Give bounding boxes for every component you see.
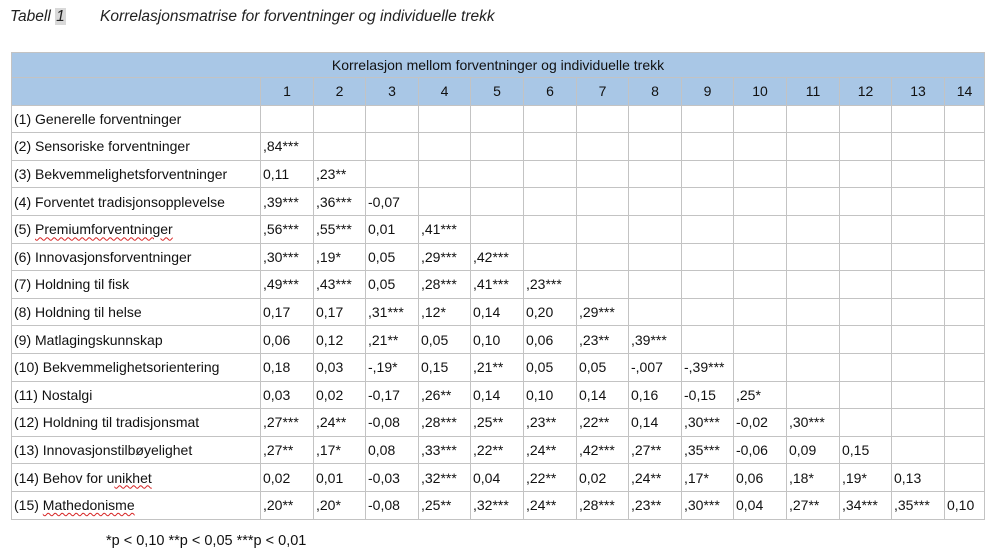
correlation-cell [419, 188, 471, 216]
row-label: (12) Holdning til tradisjonsmat [12, 409, 261, 437]
correlation-cell [471, 105, 524, 133]
correlation-cell [892, 409, 945, 437]
correlation-cell: ,27** [787, 491, 840, 519]
correlation-cell [629, 215, 682, 243]
correlation-cell [734, 353, 787, 381]
correlation-cell [945, 105, 985, 133]
correlation-cell [524, 188, 577, 216]
correlation-cell: ,20** [261, 491, 314, 519]
correlation-cell [314, 105, 366, 133]
correlation-cell: 0,06 [524, 326, 577, 354]
column-header-9: 9 [682, 78, 734, 106]
correlation-cell: ,39*** [261, 188, 314, 216]
row-label: (3) Bekvemmelighetsforventninger [12, 160, 261, 188]
correlation-cell: ,32*** [419, 464, 471, 492]
correlation-cell: -0,06 [734, 436, 787, 464]
correlation-cell: ,25** [471, 409, 524, 437]
correlation-cell: 0,14 [629, 409, 682, 437]
correlation-cell [840, 133, 892, 161]
column-header-13: 13 [892, 78, 945, 106]
correlation-cell: ,41*** [471, 271, 524, 299]
spellcheck-underlined-word: Mathedonisme [42, 497, 135, 514]
correlation-cell: ,24** [629, 464, 682, 492]
row-label: (7) Holdning til fisk [12, 271, 261, 299]
correlation-cell [945, 243, 985, 271]
table-row [12, 326, 985, 354]
correlation-cell: 0,14 [471, 298, 524, 326]
correlation-cell [629, 105, 682, 133]
correlation-cell: ,32*** [471, 491, 524, 519]
correlation-cell [682, 188, 734, 216]
correlation-cell [577, 271, 629, 299]
significance-footnote: *p < 0,10 **p < 0,05 ***p < 0,01 [106, 533, 307, 549]
correlation-cell: ,84*** [261, 133, 314, 161]
correlation-cell [787, 271, 840, 299]
correlation-cell [840, 409, 892, 437]
correlation-cell [892, 353, 945, 381]
correlation-cell [524, 133, 577, 161]
correlation-cell: 0,15 [840, 436, 892, 464]
correlation-cell [840, 105, 892, 133]
caption-number: 1 [56, 8, 65, 25]
correlation-cell: 0,02 [577, 464, 629, 492]
correlation-cell [366, 133, 419, 161]
correlation-cell: ,30*** [261, 243, 314, 271]
column-header-7: 7 [577, 78, 629, 106]
correlation-cell [577, 188, 629, 216]
correlation-cell [734, 188, 787, 216]
table-row [12, 243, 985, 271]
correlation-cell: ,55*** [314, 215, 366, 243]
correlation-cell [787, 381, 840, 409]
correlation-cell: 0,16 [629, 381, 682, 409]
correlation-cell: ,30*** [682, 491, 734, 519]
row-label: (11) Nostalgi [12, 381, 261, 409]
correlation-cell [734, 133, 787, 161]
table-header-title: Korrelasjon mellom forventninger og individuelle trekk [12, 53, 985, 78]
correlation-cell: ,35*** [892, 491, 945, 519]
correlation-cell [524, 215, 577, 243]
table-row [12, 409, 985, 437]
correlation-cell [577, 215, 629, 243]
correlation-cell [471, 188, 524, 216]
correlation-cell [524, 105, 577, 133]
correlation-cell [840, 215, 892, 243]
table-row [12, 160, 985, 188]
correlation-cell [314, 133, 366, 161]
table-row [12, 436, 985, 464]
correlation-cell [892, 436, 945, 464]
row-label [12, 491, 261, 519]
correlation-cell: -,39*** [682, 353, 734, 381]
correlation-cell [945, 409, 985, 437]
correlation-cell: ,49*** [261, 271, 314, 299]
row-label: (9) Matlagingskunnskap [12, 326, 261, 354]
row-label: (10) Bekvemmelighetsorientering [12, 353, 261, 381]
row-label-prefix: (14) Behov for u [14, 469, 115, 486]
correlation-cell: 0,05 [366, 243, 419, 271]
table-caption [10, 8, 495, 26]
correlation-cell [734, 298, 787, 326]
correlation-cell: 0,10 [471, 326, 524, 354]
correlation-cell: ,42*** [577, 436, 629, 464]
table-row [12, 271, 985, 299]
correlation-cell [892, 215, 945, 243]
correlation-cell: ,27*** [261, 409, 314, 437]
correlation-cell [945, 436, 985, 464]
correlation-cell [261, 105, 314, 133]
correlation-cell: ,25** [419, 491, 471, 519]
table-row [12, 188, 985, 216]
correlation-cell: ,12* [419, 298, 471, 326]
table-row [12, 215, 985, 243]
correlation-cell [945, 133, 985, 161]
correlation-cell [682, 326, 734, 354]
correlation-cell: ,21** [366, 326, 419, 354]
row-label-prefix: (15) [14, 497, 43, 514]
correlation-cell: ,17* [682, 464, 734, 492]
correlation-cell: -0,07 [366, 188, 419, 216]
correlation-cell: ,25* [734, 381, 787, 409]
table-row [12, 381, 985, 409]
correlation-cell [787, 353, 840, 381]
correlation-cell: ,20* [314, 491, 366, 519]
correlation-cell: ,56*** [261, 215, 314, 243]
correlation-cell [892, 298, 945, 326]
correlation-cell: 0,04 [734, 491, 787, 519]
correlation-cell [419, 105, 471, 133]
correlation-cell: ,27** [261, 436, 314, 464]
correlation-cell [734, 105, 787, 133]
correlation-cell [945, 298, 985, 326]
correlation-cell: -0,08 [366, 409, 419, 437]
correlation-cell [840, 326, 892, 354]
correlation-cell [840, 298, 892, 326]
column-header-6: 6 [524, 78, 577, 106]
correlation-cell: ,30*** [682, 409, 734, 437]
row-label: (13) Innovasjonstilbøyelighet [12, 436, 261, 464]
column-header-12: 12 [840, 78, 892, 106]
correlation-cell: ,23** [577, 326, 629, 354]
correlation-cell: ,39*** [629, 326, 682, 354]
correlation-cell: ,17* [314, 436, 366, 464]
correlation-cell: ,29*** [419, 243, 471, 271]
correlation-cell [734, 326, 787, 354]
correlation-cell [682, 160, 734, 188]
correlation-cell: 0,02 [314, 381, 366, 409]
correlation-cell [892, 160, 945, 188]
correlation-cell: ,28*** [419, 271, 471, 299]
correlation-cell: 0,17 [261, 298, 314, 326]
correlation-cell: ,34*** [840, 491, 892, 519]
correlation-cell [840, 160, 892, 188]
correlation-cell [682, 271, 734, 299]
correlation-cell [471, 215, 524, 243]
correlation-cell [419, 160, 471, 188]
correlation-cell [366, 160, 419, 188]
correlation-cell [577, 243, 629, 271]
correlation-cell: 0,05 [419, 326, 471, 354]
correlation-cell: ,22** [471, 436, 524, 464]
column-header-4: 4 [419, 78, 471, 106]
correlation-cell [840, 243, 892, 271]
correlation-cell: ,19* [840, 464, 892, 492]
correlation-cell [577, 160, 629, 188]
spellcheck-underlined-word: Premiumforventninger [35, 221, 173, 238]
correlation-cell [945, 464, 985, 492]
table-row [12, 464, 985, 492]
table-row [12, 298, 985, 326]
correlation-cell [682, 215, 734, 243]
caption-title: Korrelasjonsmatrise for forventninger og individuelle trekk [100, 8, 495, 25]
correlation-cell: ,23*** [524, 271, 577, 299]
correlation-cell: ,28*** [419, 409, 471, 437]
row-label-prefix: (5) [14, 221, 35, 238]
correlation-cell: ,41*** [419, 215, 471, 243]
correlation-cell: ,23** [314, 160, 366, 188]
correlation-cell [524, 243, 577, 271]
correlation-cell: 0,05 [524, 353, 577, 381]
correlation-cell [892, 243, 945, 271]
correlation-cell: 0,01 [366, 215, 419, 243]
correlation-cell [629, 298, 682, 326]
row-label: (6) Innovasjonsforventninger [12, 243, 261, 271]
correlation-cell [471, 160, 524, 188]
correlation-cell: ,43*** [314, 271, 366, 299]
correlation-cell: ,30*** [787, 409, 840, 437]
correlation-cell [892, 188, 945, 216]
correlation-cell: -,19* [366, 353, 419, 381]
correlation-cell: ,22** [524, 464, 577, 492]
correlation-cell: ,24** [314, 409, 366, 437]
column-header-8: 8 [629, 78, 682, 106]
correlation-cell [734, 160, 787, 188]
correlation-cell: ,18* [787, 464, 840, 492]
spellcheck-underlined-word: nikhet [114, 469, 152, 486]
correlation-cell: 0,06 [734, 464, 787, 492]
correlation-cell [682, 105, 734, 133]
column-header-2: 2 [314, 78, 366, 106]
correlation-cell [892, 381, 945, 409]
correlation-cell: 0,04 [471, 464, 524, 492]
correlation-cell: ,31*** [366, 298, 419, 326]
correlation-cell [892, 133, 945, 161]
correlation-cell: ,33*** [419, 436, 471, 464]
correlation-cell: ,24** [524, 491, 577, 519]
correlation-cell: -0,03 [366, 464, 419, 492]
table-row [12, 105, 985, 133]
correlation-cell [629, 160, 682, 188]
correlation-cell [787, 133, 840, 161]
correlation-cell [734, 215, 787, 243]
correlation-cell [419, 133, 471, 161]
correlation-cell [734, 243, 787, 271]
correlation-cell [787, 160, 840, 188]
correlation-cell: ,24** [524, 436, 577, 464]
correlation-cell [366, 105, 419, 133]
correlation-cell [629, 188, 682, 216]
correlation-cell: ,26** [419, 381, 471, 409]
correlation-cell [840, 381, 892, 409]
correlation-cell: 0,01 [314, 464, 366, 492]
correlation-cell: 0,05 [366, 271, 419, 299]
row-label: (8) Holdning til helse [12, 298, 261, 326]
header-blank-cell [12, 78, 261, 106]
correlation-cell: ,27** [629, 436, 682, 464]
correlation-cell: ,36*** [314, 188, 366, 216]
correlation-cell [734, 271, 787, 299]
correlation-cell [945, 381, 985, 409]
correlation-cell: ,23** [629, 491, 682, 519]
correlation-cell: 0,12 [314, 326, 366, 354]
correlation-cell: 0,02 [261, 464, 314, 492]
correlation-cell [682, 298, 734, 326]
correlation-cell [787, 105, 840, 133]
correlation-cell: ,29*** [577, 298, 629, 326]
correlation-cell [840, 188, 892, 216]
correlation-cell [840, 271, 892, 299]
correlation-cell [471, 133, 524, 161]
correlation-cell: -0,08 [366, 491, 419, 519]
correlation-cell: -,007 [629, 353, 682, 381]
correlation-cell [892, 105, 945, 133]
correlation-cell [682, 133, 734, 161]
correlation-cell: 0,05 [577, 353, 629, 381]
correlation-cell: 0,08 [366, 436, 419, 464]
correlation-cell [945, 188, 985, 216]
correlation-cell: 0,06 [261, 326, 314, 354]
correlation-cell [840, 353, 892, 381]
correlation-cell [629, 243, 682, 271]
column-header-10: 10 [734, 78, 787, 106]
correlation-cell: 0,11 [261, 160, 314, 188]
column-header-5: 5 [471, 78, 524, 106]
correlation-cell: 0,14 [471, 381, 524, 409]
correlation-cell [945, 326, 985, 354]
row-label: (4) Forventet tradisjonsopplevelse [12, 188, 261, 216]
correlation-cell: ,28*** [577, 491, 629, 519]
correlation-cell [945, 160, 985, 188]
correlation-cell: 0,18 [261, 353, 314, 381]
correlation-cell [945, 215, 985, 243]
correlation-cell [577, 105, 629, 133]
row-label [12, 215, 261, 243]
correlation-cell [787, 298, 840, 326]
table-row [12, 491, 985, 519]
caption-label: Tabell [10, 8, 51, 25]
row-label: (1) Generelle forventninger [12, 105, 261, 133]
row-label [12, 464, 261, 492]
correlation-cell: 0,09 [787, 436, 840, 464]
correlation-cell: ,22** [577, 409, 629, 437]
correlation-cell: 0,15 [419, 353, 471, 381]
correlation-cell: 0,17 [314, 298, 366, 326]
correlation-cell: 0,03 [261, 381, 314, 409]
correlation-cell: 0,10 [524, 381, 577, 409]
row-label: (2) Sensoriske forventninger [12, 133, 261, 161]
correlation-cell: 0,20 [524, 298, 577, 326]
correlation-cell [682, 243, 734, 271]
correlation-cell: ,19* [314, 243, 366, 271]
correlation-cell: ,35*** [682, 436, 734, 464]
correlation-cell: 0,14 [577, 381, 629, 409]
correlation-cell [787, 215, 840, 243]
column-header-1: 1 [261, 78, 314, 106]
correlation-cell: 0,13 [892, 464, 945, 492]
correlation-cell [892, 326, 945, 354]
correlation-cell: -0,02 [734, 409, 787, 437]
column-header-3: 3 [366, 78, 419, 106]
correlation-cell [787, 326, 840, 354]
correlation-cell: 0,10 [945, 491, 985, 519]
column-header-14: 14 [945, 78, 985, 106]
correlation-table [11, 52, 985, 520]
correlation-cell: ,23** [524, 409, 577, 437]
correlation-cell: -0,15 [682, 381, 734, 409]
correlation-cell: ,21** [471, 353, 524, 381]
correlation-cell: 0,03 [314, 353, 366, 381]
correlation-cell [945, 353, 985, 381]
table-row [12, 353, 985, 381]
correlation-cell: ,42*** [471, 243, 524, 271]
column-header-11: 11 [787, 78, 840, 106]
correlation-cell [787, 188, 840, 216]
correlation-cell [945, 271, 985, 299]
correlation-cell [577, 133, 629, 161]
correlation-cell [787, 243, 840, 271]
correlation-cell [629, 133, 682, 161]
correlation-cell: -0,17 [366, 381, 419, 409]
table-row [12, 133, 985, 161]
correlation-cell [892, 271, 945, 299]
correlation-cell [629, 271, 682, 299]
correlation-cell [524, 160, 577, 188]
